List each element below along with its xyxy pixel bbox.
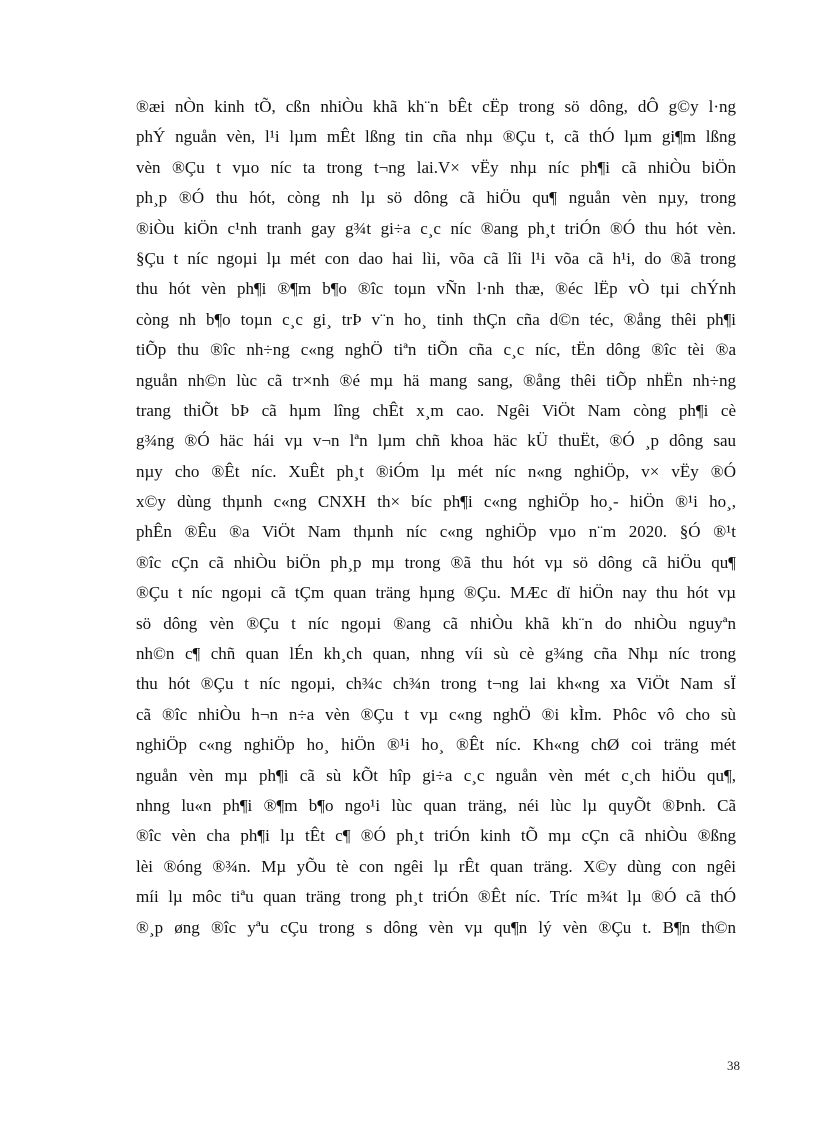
text-line: ®îc cÇn cã nhiÒu biÖn ph¸p mµ trong ®ã thu hót vµ sö dông cã hiÖu qu¶ [136,552,736,572]
text-line: ®Çu t níc ngoµi cã tÇm quan träng hµng ®Çu. MÆc dï hiÖn nay thu hót vµ [136,583,736,603]
text-line: nguån vèn mµ ph¶i cã sù kÕt hîp gi÷a c¸c nguån vèn mét c¸ch hiÖu qu¶, [136,765,736,785]
text-line: vèn ®Çu t vµo níc ta trong t¬ng lai.V× vËy nhµ níc ph¶i cã nhiÒu biÖn [136,157,736,177]
text-line: nµy cho ®Êt níc. XuÊt ph¸t ®iÓm lµ mét níc n«ng nghiÖp, v× vËy ®Ó [136,461,736,481]
text-line: x©y dùng thµnh c«ng CNXH th× bíc ph¶i c«ng nghiÖp ho¸- hiÖn ®¹i ho¸, [136,492,736,512]
text-line: g¾ng ®Ó häc hái vµ v¬n lªn lµm chñ khoa häc kÜ thuËt, ®Ó ¸p dông sau [136,431,736,451]
text-line: phÊn ®Êu ®a ViÖt Nam thµnh níc c«ng nghiÖp vµo n¨m 2020. §Ó ®¹t [136,522,736,542]
text-line: ph¸p ®Ó thu hót, còng nh lµ sö dông cã hiÖu qu¶ nguån vèn nµy, trong [136,188,736,208]
text-line: §Çu t níc ngoµi lµ mét con dao hai lìi, võa cã lîi l¹i võa cã h¹i, do ®ã trong [136,248,736,268]
text-line: ®îc vèn cha ph¶i lµ tÊt c¶ ®Ó ph¸t triÓn kinh tÕ mµ cÇn cã nhiÒu ®ßng [136,826,736,846]
text-line: thu hót ®Çu t níc ngoµi, ch¾c ch¾n trong t¬ng lai kh«ng xa ViÖt Nam sÏ [136,674,736,694]
text-line: nguån nh©n lùc cã tr×nh ®é mµ hä mang sang, ®ång thêi tiÕp nhËn nh÷ng [136,370,736,390]
page-number: 38 [727,1058,740,1073]
text-line: ®iÒu kiÖn c¹nh tranh gay g¾t gi÷a c¸c níc ®ang ph¸t triÓn ®Ó thu hót vèn. [136,218,736,238]
body-paragraph [136,92,736,943]
text-line: lèi ®óng ®¾n. Mµ yÕu tè con ngêi lµ rÊt quan träng. X©y dùng con ngêi [136,856,736,876]
text-line: phÝ nguån vèn, l¹i lµm mÊt lßng tin cña nhµ ®Çu t, cã thÓ lµm gi¶m lßng [136,127,736,147]
text-line: nhng lu«n ph¶i ®¶m b¶o ngo¹i lùc quan träng, néi lùc lµ quyÕt ®Þnh. Cã [136,795,736,815]
text-line: cã ®îc nhiÒu h¬n n÷a vèn ®Çu t vµ c«ng nghÖ ®i kÌm. Phôc vô cho sù [136,704,736,724]
text-line: thu hót vèn ph¶i ®¶m b¶o ®îc toµn vÑn l·nh thæ, ®éc lËp vÒ tµi chÝnh [136,279,736,299]
text-line: míi lµ môc tiªu quan träng trong ph¸t triÓn ®Êt níc. Tríc m¾t lµ ®Ó cã thÓ [136,887,736,907]
text-line: tiÕp thu ®îc nh÷ng c«ng nghÖ tiªn tiÕn cña c¸c níc, tËn dông ®îc tèi ®a [136,340,736,360]
text-line: sö dông vèn ®Çu t níc ngoµi ®ang cã nhiÒu khã kh¨n do nhiÒu nguyªn [136,613,736,633]
text-line: nghiÖp c«ng nghiÖp ho¸ hiÖn ®¹i ho¸ ®Êt níc. Kh«ng chØ coi träng mét [136,735,736,755]
text-line: nh©n c¶ chñ quan lÉn kh¸ch quan, nhng víi sù cè g¾ng cña Nhµ níc trong [136,644,736,664]
text-line: còng nh b¶o toµn c¸c gi¸ trÞ v¨n ho¸ tinh thÇn cña d©n téc, ®ång thêi ph¶i [136,309,736,329]
text-line: ®¸p øng ®îc yªu cÇu trong s dông vèn vµ qu¶n lý vèn ®Çu t. B¶n th©n [136,917,736,937]
text-line: trang thiÕt bÞ cã hµm lîng chÊt x¸m cao. Ngêi ViÖt Nam còng ph¶i cè [136,400,736,420]
text-line: ®æi nÒn kinh tÕ, cßn nhiÒu khã kh¨n bÊt cËp trong sö dông, dÔ g©y l·ng [136,97,736,116]
